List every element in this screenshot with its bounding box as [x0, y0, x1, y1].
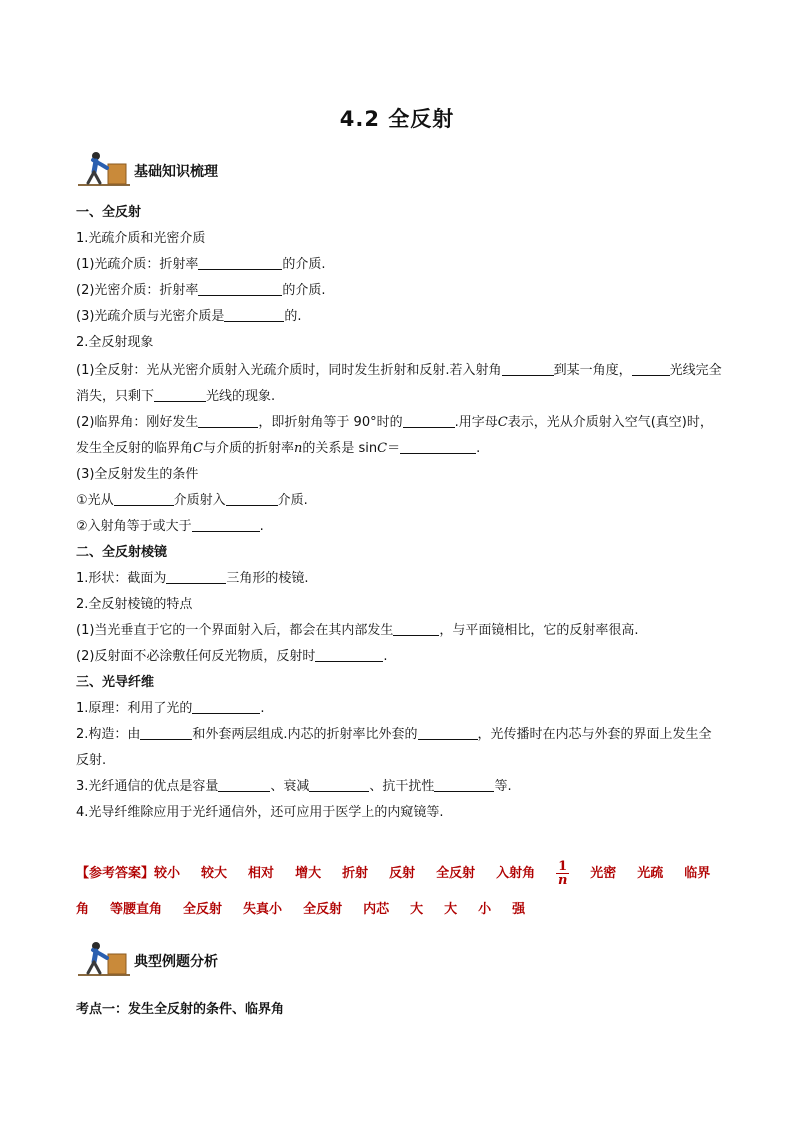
answer-item: 等腰直角	[110, 902, 163, 917]
prism-shape: 1.形状：截面为 三角形的棱镜.	[76, 571, 309, 586]
answer-blank[interactable]	[140, 725, 192, 740]
condition-1: ①光从 介质射入 介质.	[76, 493, 308, 508]
section-heading-basics	[76, 148, 376, 190]
section-heading-label: 典型例题分析	[134, 954, 218, 970]
section-heading-examples	[76, 938, 376, 980]
fiber-advantages: 3.光纤通信的优点是容量 、衰减 、抗干扰性 等.	[76, 779, 512, 794]
heading-optical-fiber: 三、光导纤维	[76, 675, 155, 690]
item-optically-dense: (2)光密介质：折射率 的介质.	[76, 283, 326, 298]
answer-blank[interactable]	[192, 517, 260, 532]
answer-item: 全反射	[303, 902, 343, 917]
item-critical-angle: (2)临界角：刚好发生 ，即折射角等于 90°时的 .用字母C表示，光从介质射入空气(真空)时，发生全反射的临界角C与介质的折射率n的关系是 sinC＝ .	[76, 415, 713, 456]
prism-features: 2.全反射棱镜的特点	[76, 597, 193, 612]
answer-blank[interactable]	[418, 725, 478, 740]
answer-item: 失真小	[243, 902, 283, 917]
knowledge-content	[76, 200, 722, 826]
answer-blank[interactable]	[166, 569, 226, 584]
answer-item: 全反射	[183, 902, 223, 917]
answer-blank[interactable]	[192, 699, 260, 714]
answer-blank[interactable]	[309, 777, 369, 792]
answer-item: 相对	[248, 866, 275, 881]
fiber-principle: 1.原理：利用了光的 .	[76, 701, 265, 716]
fiber-applications: 4.光导纤维除应用于光纤通信外，还可应用于医学上的内窥镜等.	[76, 805, 444, 820]
answer-item: 折射	[342, 866, 369, 881]
answer-blank[interactable]	[198, 413, 258, 428]
answer-item: 光密	[590, 866, 617, 881]
boy-pushing-box-icon	[76, 148, 132, 190]
answer-item: 强	[512, 902, 526, 917]
answer-blank[interactable]	[114, 491, 174, 506]
prism-feature-2: (2)反射面不必涂敷任何反光物质，反射时 .	[76, 649, 388, 664]
subheading-conditions: (3)全反射发生的条件	[76, 467, 199, 482]
heading-prism: 二、全反射棱镜	[76, 545, 168, 560]
subheading-phenomenon: 2.全反射现象	[76, 335, 154, 350]
answer-item: 大	[410, 902, 424, 917]
answer-item: 全反射	[436, 866, 476, 881]
answer-blank[interactable]	[198, 255, 282, 270]
item-optically-thin: (1)光疏介质：折射率 的介质.	[76, 257, 326, 272]
answer-blank[interactable]	[434, 777, 494, 792]
subheading-media: 1.光疏介质和光密介质	[76, 231, 206, 246]
fiber-structure: 2.构造：由 和外套两层组成.内芯的折射率比外套的 ，光传播时在内芯与外套的界面上发生全反射.	[76, 727, 712, 768]
exam-point-heading: 考点一：发生全反射的条件、临界角	[76, 1002, 285, 1017]
item-total-reflection-def: (1)全反射：光从光密介质射入光疏介质时，同时发生折射和反射.若入射角 到某一角度， 光线完全消失，只剩下 光线的现象.	[76, 363, 722, 404]
answer-item: 反射	[389, 866, 416, 881]
answer-blank[interactable]	[224, 307, 284, 322]
answer-blank[interactable]	[393, 621, 439, 636]
answer-blank[interactable]	[400, 439, 476, 454]
answer-fraction: $\frac{1}{n}$	[557, 859, 568, 888]
answer-blank[interactable]	[226, 491, 278, 506]
condition-2: ②入射角等于或大于 .	[76, 519, 264, 534]
answer-item: 临界角	[76, 866, 711, 917]
prism-feature-1: (1)当光垂直于它的一个界面射入后，都会在其内部发生 ，与平面镜相比，它的反射率很高.	[76, 623, 639, 638]
boy-pushing-box-icon	[76, 938, 132, 980]
answer-label: 【参考答案】	[76, 866, 155, 881]
reference-answers	[76, 856, 722, 928]
answer-item: 光疏	[637, 866, 664, 881]
answer-item: 增大	[295, 866, 322, 881]
answer-item: 大	[444, 902, 458, 917]
answer-item: 较小	[154, 866, 181, 881]
answer-blank[interactable]	[154, 387, 206, 402]
answer-item: 小	[478, 902, 492, 917]
page-title: 4.2 全反射	[339, 107, 455, 131]
answer-blank[interactable]	[198, 281, 282, 296]
answer-blank[interactable]	[632, 361, 670, 376]
answer-item: 入射角	[496, 866, 536, 881]
answer-blank[interactable]	[403, 413, 455, 428]
item-relative: (3)光疏介质与光密介质是 的.	[76, 309, 302, 324]
answer-blank[interactable]	[218, 777, 270, 792]
answer-item: 内芯	[363, 902, 390, 917]
section-heading-label: 基础知识梳理	[134, 164, 218, 180]
heading-total-reflection: 一、全反射	[76, 205, 142, 220]
answer-item: 较大	[201, 866, 228, 881]
answer-blank[interactable]	[315, 647, 383, 662]
answer-blank[interactable]	[502, 361, 554, 376]
